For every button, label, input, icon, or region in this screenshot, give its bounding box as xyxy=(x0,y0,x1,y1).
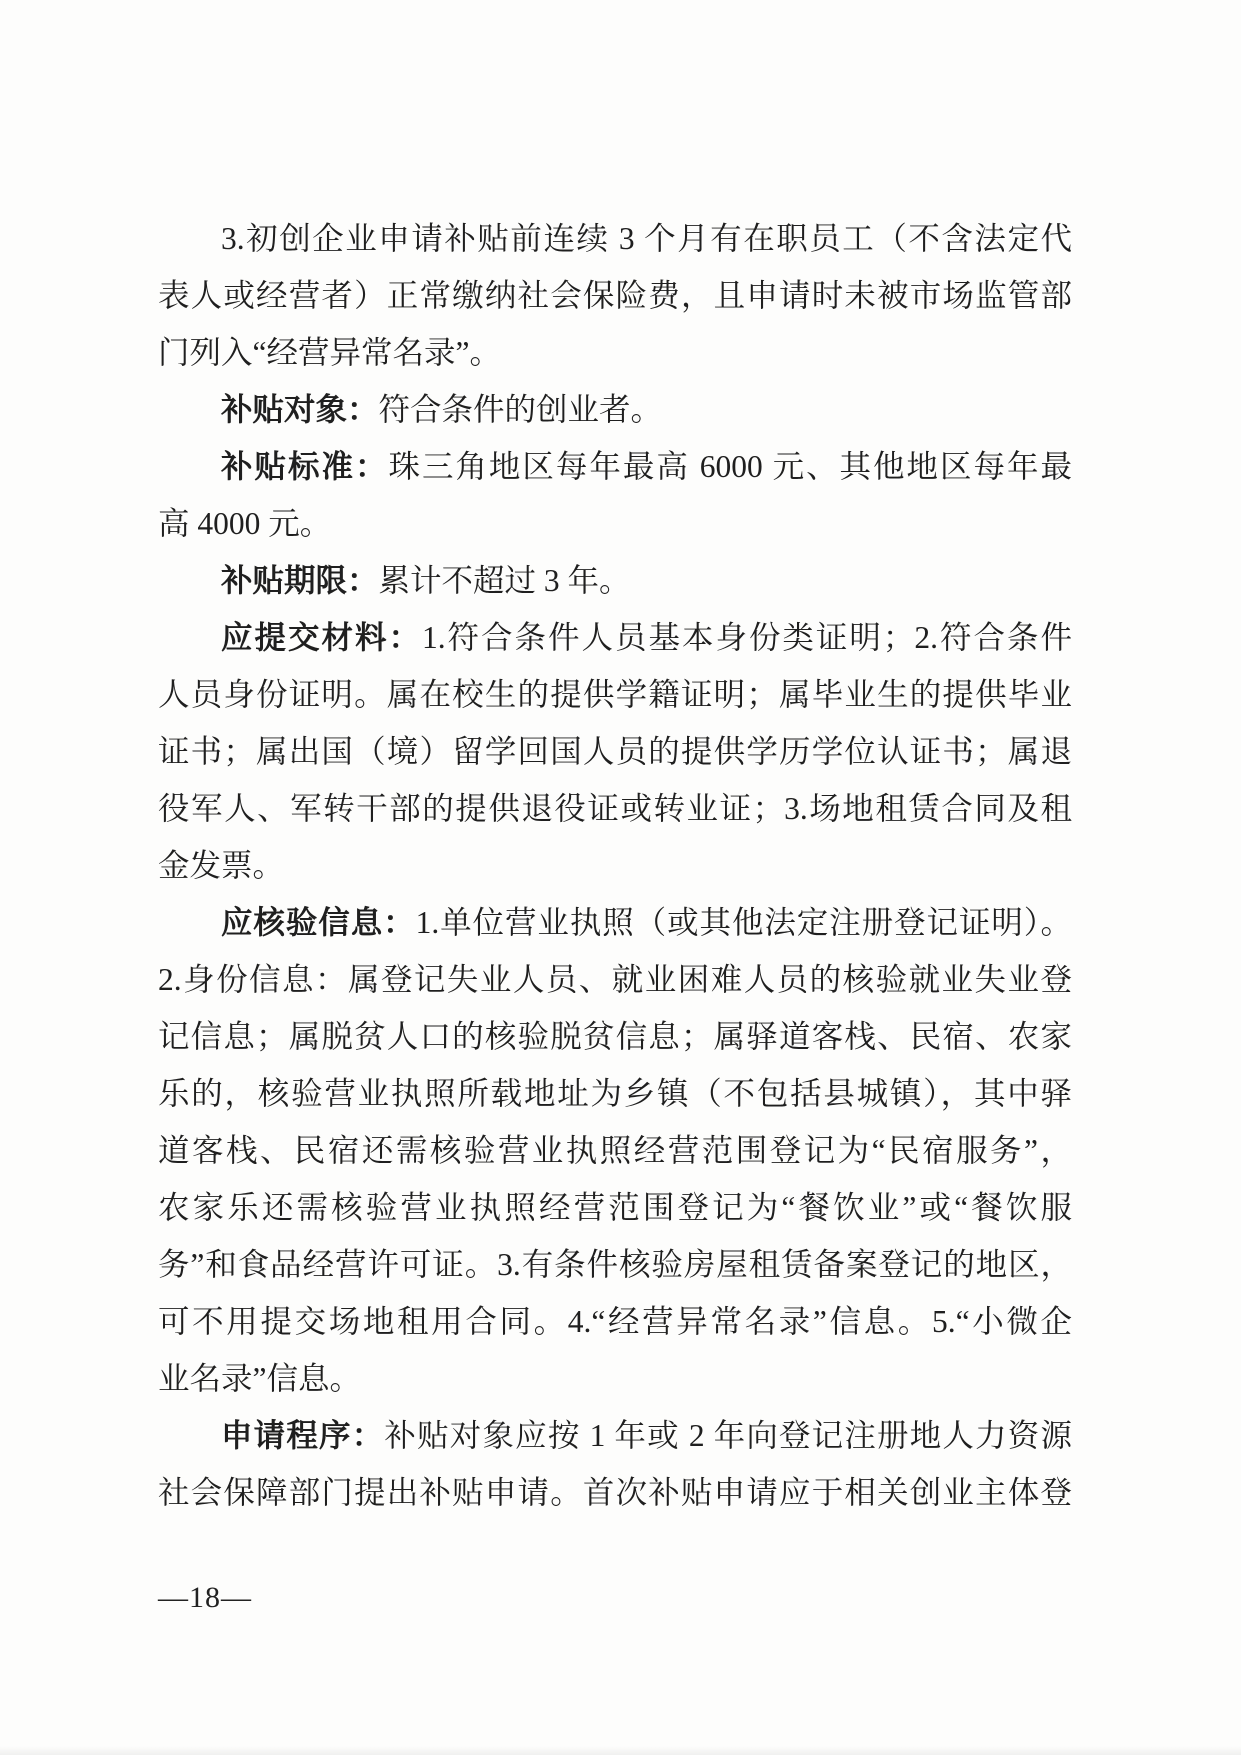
text-line xyxy=(158,780,1072,837)
line-text: 补贴对象应按 1 年或 2 年向登记注册地人力资源 xyxy=(384,1418,1072,1453)
text-line xyxy=(158,495,1072,552)
text-line xyxy=(158,609,1072,666)
line-text: 务”和食品经营许可证。3.有条件核验房屋租赁备案登记的地区， xyxy=(158,1247,1072,1282)
text-line xyxy=(158,210,1072,267)
text-line xyxy=(158,666,1072,723)
text-line xyxy=(158,894,1072,951)
text-line xyxy=(158,1236,1072,1293)
text-line xyxy=(158,1065,1072,1122)
text-line xyxy=(158,951,1072,1008)
line-text: 可不用提交场地租用合同。4.“经营异常名录”信息。5.“小微企 xyxy=(158,1304,1072,1339)
line-text: 门列入“经营异常名录”。 xyxy=(158,335,501,370)
line-text: 役军人、军转干部的提供退役证或转业证；3.场地租赁合同及租 xyxy=(158,791,1072,826)
line-text: 表人或经营者）正常缴纳社会保险费，且申请时未被市场监管部 xyxy=(158,278,1072,313)
line-text: 高 4000 元。 xyxy=(158,506,332,541)
line-text: 证书；属出国（境）留学回国人员的提供学历学位认证书；属退 xyxy=(158,734,1072,769)
text-line xyxy=(158,438,1072,495)
line-text: 社会保障部门提出补贴申请。首次补贴申请应于相关创业主体登 xyxy=(158,1475,1072,1510)
text-line xyxy=(158,324,1072,381)
text-line xyxy=(158,1179,1072,1236)
text-line xyxy=(158,1350,1072,1407)
line-text: 3.初创企业申请补贴前连续 3 个月有在职员工（不含法定代 xyxy=(221,221,1072,256)
page-number: —18— xyxy=(158,1581,252,1614)
inline-heading: 补贴对象： xyxy=(221,392,379,427)
line-text: 记信息；属脱贫人口的核验脱贫信息；属驿道客栈、民宿、农家 xyxy=(158,1019,1072,1054)
text-line xyxy=(158,837,1072,894)
text-line xyxy=(158,267,1072,324)
text-line xyxy=(158,381,1072,438)
line-text: 珠三角地区每年最高 6000 元、其他地区每年最 xyxy=(388,449,1072,484)
inline-heading: 申请程序： xyxy=(221,1418,385,1453)
line-text: 符合条件的创业者。 xyxy=(378,392,663,427)
line-text: 1.符合条件人员基本身份类证明；2.符合条件 xyxy=(421,620,1072,655)
line-text: 人员身份证明。属在校生的提供学籍证明；属毕业生的提供毕业 xyxy=(158,677,1072,712)
text-line xyxy=(158,552,1072,609)
text-line xyxy=(158,1293,1072,1350)
inline-heading: 补贴标准： xyxy=(221,449,389,484)
inline-heading: 补贴期限： xyxy=(221,563,379,598)
inline-heading: 应核验信息： xyxy=(221,905,416,940)
line-text: 2.身份信息：属登记失业人员、就业困难人员的核验就业失业登 xyxy=(158,962,1072,997)
line-text: 金发票。 xyxy=(158,848,285,883)
inline-heading: 应提交材料： xyxy=(221,620,422,655)
line-text: 业名录”信息。 xyxy=(158,1361,361,1396)
text-line xyxy=(158,1407,1072,1464)
text-line xyxy=(158,1008,1072,1065)
text-line xyxy=(158,1464,1072,1521)
text-line xyxy=(158,723,1072,780)
document-body xyxy=(158,210,1072,1521)
line-text: 农家乐还需核验营业执照经营范围登记为“餐饮业”或“餐饮服 xyxy=(158,1190,1072,1225)
line-text: 道客栈、民宿还需核验营业执照经营范围登记为“民宿服务”， xyxy=(158,1133,1072,1168)
line-text: 1.单位营业执照（或其他法定注册登记证明）。 xyxy=(415,905,1072,940)
scan-edge-artifact xyxy=(0,1746,1241,1755)
text-line xyxy=(158,1122,1072,1179)
line-text: 累计不超过 3 年。 xyxy=(378,563,631,598)
line-text: 乐的，核验营业执照所载地址为乡镇（不包括县城镇），其中驿 xyxy=(158,1076,1072,1111)
